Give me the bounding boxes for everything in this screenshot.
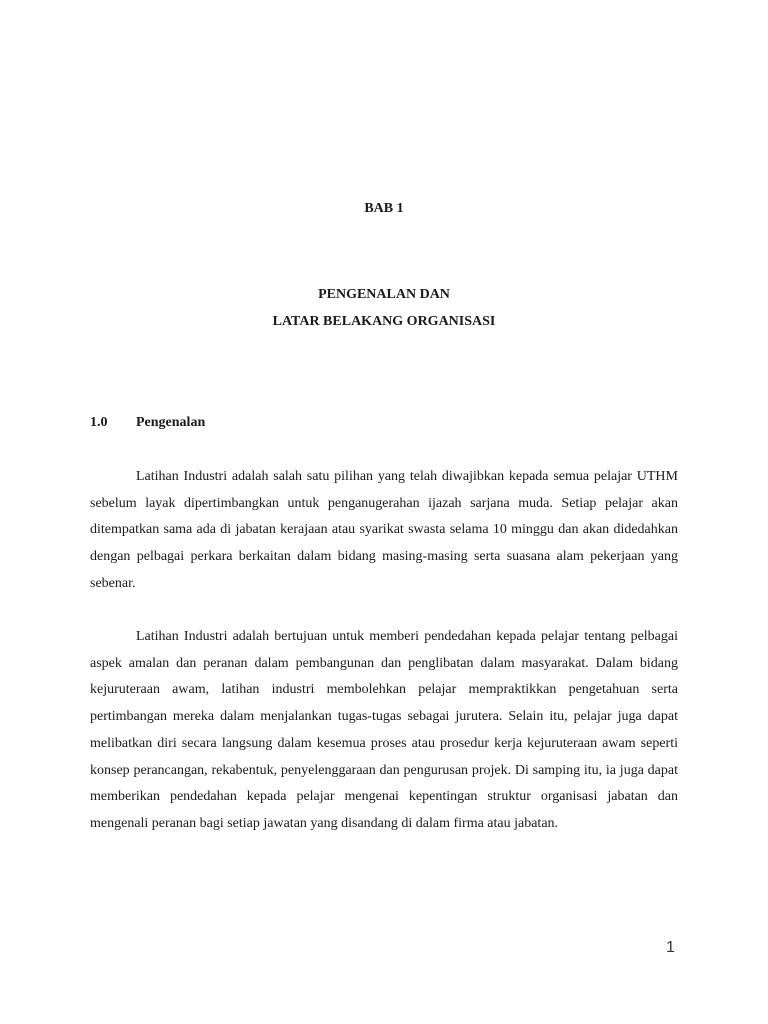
section-number: 1.0 [90, 415, 108, 430]
section-heading [90, 415, 205, 431]
chapter-title-line-1: PENGENALAN DAN [318, 287, 450, 302]
chapter-title [0, 281, 768, 335]
body-paragraph-2: Latihan Industri adalah bertujuan untuk memberi pendedahan kepada pelajar tentang pelbagai aspek amalan dan peranan dalam pembangunan dan penglibatan dalam masyarakat. Dalam bidang kejuruteraan awam, latihan industri membolehkan pelajar mempraktikkan pengetahuan serta pertimbangan mereka dalam menjalankan tugas-tugas sebagai jurutera. Selain itu, pelajar juga dapat melibatkan diri secara langsung dalam kesemua proses atau prosedur kerja kejuruteraan awam seperti konsep perancangan, rekabentuk, penyelenggaraan dan pengurusan projek. Di samping itu, ia juga dapat memberikan pendedahan kepada pelajar mengenai kepentingan struktur organisasi jabatan dan mengenali peranan bagi setiap jawatan yang disandang di dalam firma atau jabatan. [90, 629, 678, 831]
chapter-label: BAB 1 [364, 201, 404, 216]
page-number: 1 [666, 939, 675, 956]
section-title: Pengenalan [136, 415, 206, 430]
chapter-title-line-2: LATAR BELAKANG ORGANISASI [272, 314, 496, 329]
body-paragraph-1: Latihan Industri adalah salah satu pilihan yang telah diwajibkan kepada semua pelajar UTHM sebelum layak dipertimbangkan untuk penganugerahan ijazah sarjana muda. Setiap pelajar akan ditempatkan sama ada di jabatan kerajaan atau syarikat swasta selama 10 minggu dan akan didedahkan dengan pelbagai perkara berkaitan dalam bidang masing-masing serta suasana alam pekerjaan yang sebenar. [90, 469, 678, 591]
